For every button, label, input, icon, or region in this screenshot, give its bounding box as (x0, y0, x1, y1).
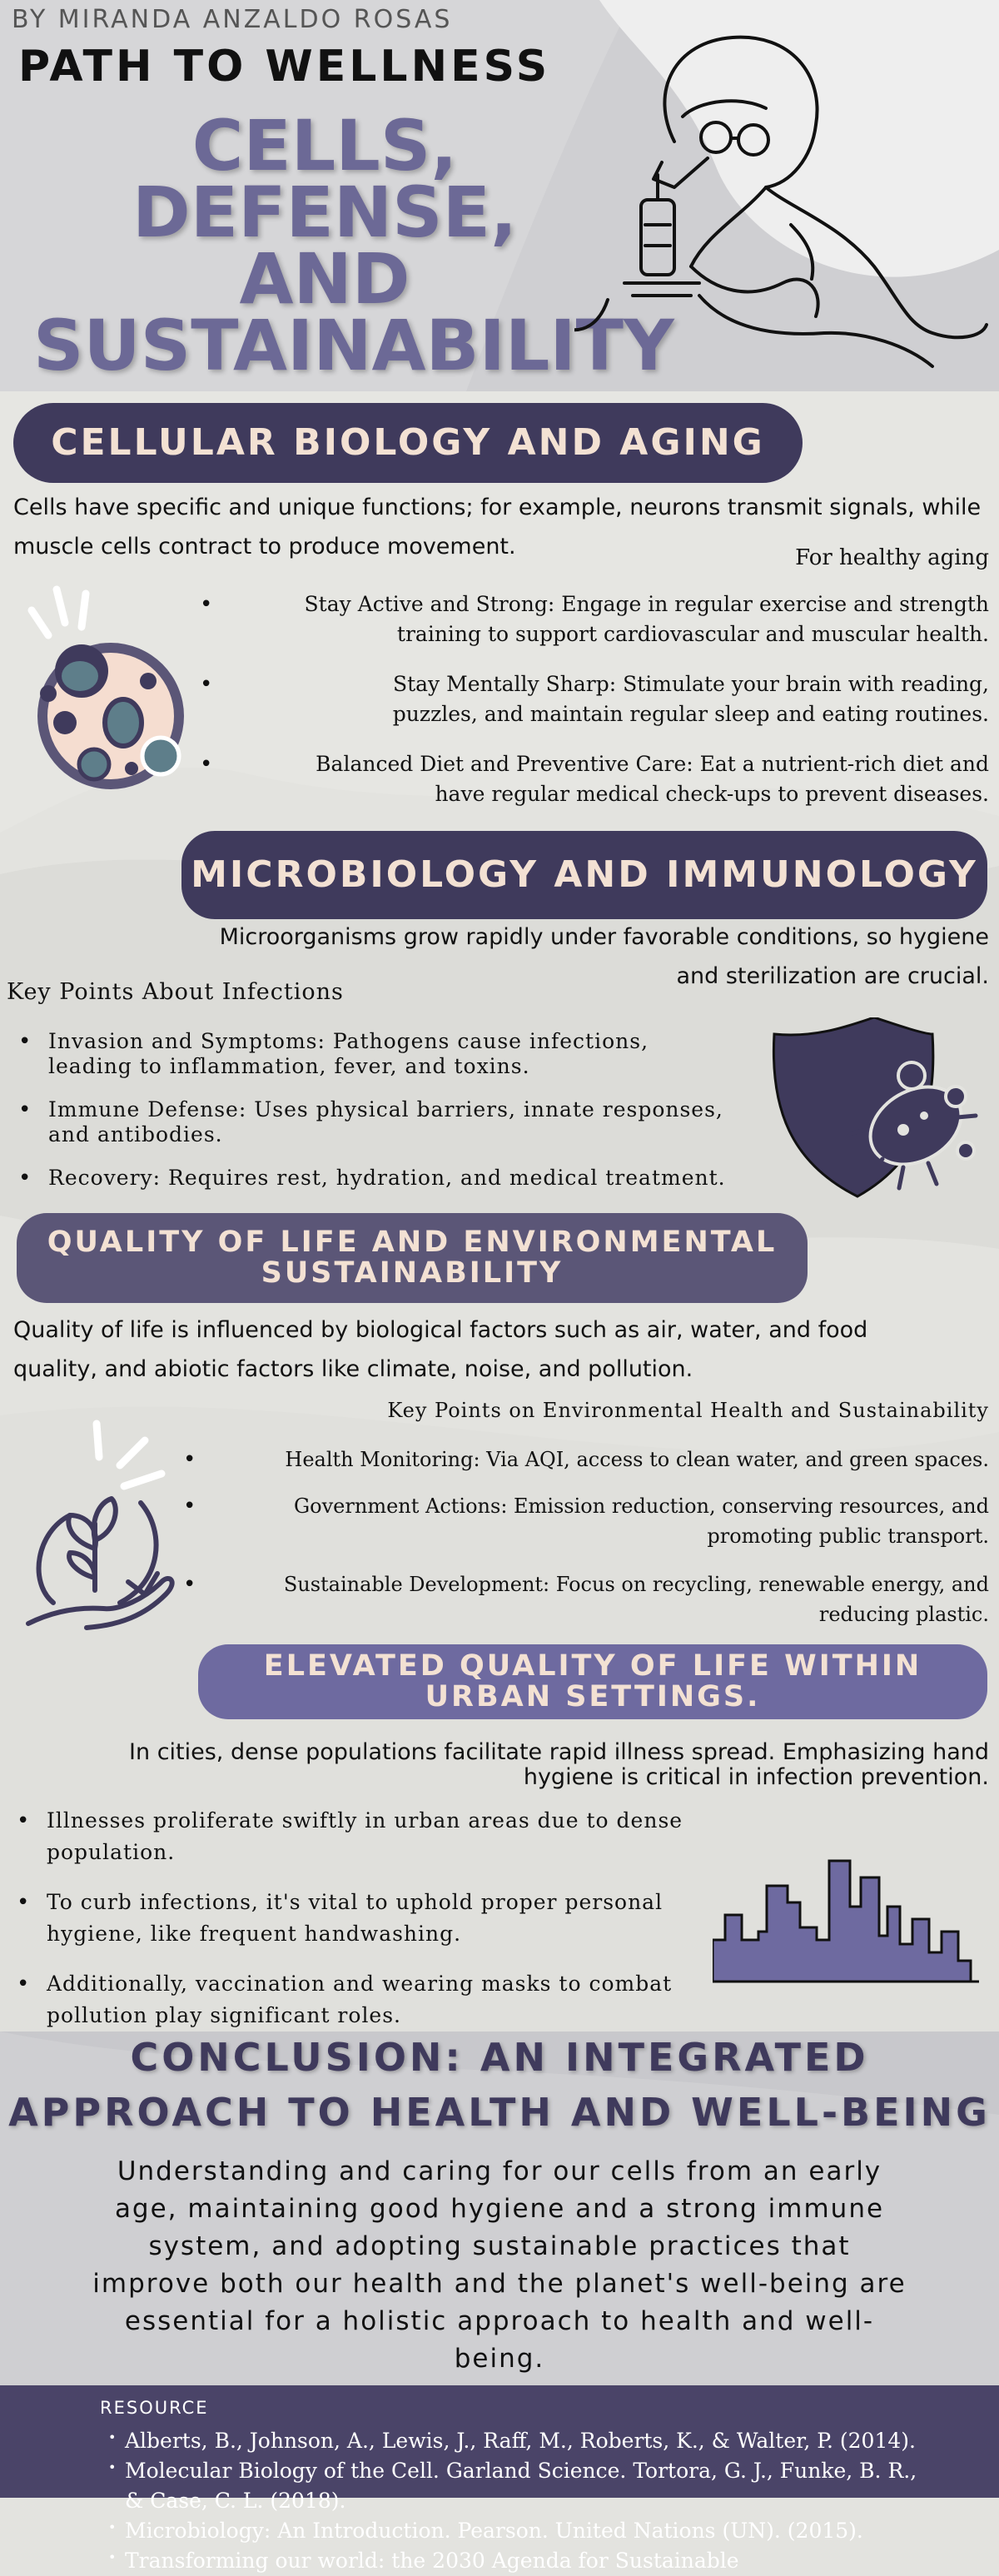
section-heading-text: CELLULAR BIOLOGY AND AGING (51, 420, 765, 464)
conclusion-heading-line: APPROACH TO HEALTH AND WELL-BEING (8, 2090, 991, 2135)
urban-intro (23, 1740, 989, 1790)
list-item: • Immune Defense: Uses physical barriers, innate responses, and antibodies. (18, 1097, 784, 1147)
list-item: • Recovery: Requires rest, hydration, and medical treatment. (18, 1166, 784, 1191)
plant-hand-icon (20, 1415, 186, 1632)
section-heading-quality (17, 1213, 808, 1303)
resource-text: Alberts, B., Johnson, A., Lewis, J., Raff, M., Roberts, K., & Walter, P. (2014). (125, 2429, 916, 2453)
list-item: • Government Actions: Emission reduction, conserving resources, and promoting public transport. (183, 1491, 989, 1551)
list-item-line: Stay Mentally Sharp: Stimulate your brain with reading, (392, 672, 989, 696)
intro-line: muscle cells contract to produce movement. (13, 534, 516, 559)
conclusion-heading-line: CONCLUSION: AN INTEGRATED (130, 2035, 869, 2080)
list-item-line: reducing plastic. (818, 1603, 989, 1626)
list-item-line: training to support cardiovascular and muscular health. (396, 622, 989, 646)
conclusion-line: system, and adopting sustainable practices that (148, 2231, 851, 2261)
cellular-list (200, 589, 989, 809)
section-heading-line: ELEVATED QUALITY OF LIFE WITHIN (263, 1649, 922, 1683)
resources-list (108, 2426, 941, 2576)
resource-text: Microbiology: An Introduction. Pearson. United Nations (UN). (2015). (125, 2519, 863, 2543)
list-item-line: Balanced Diet and Preventive Care: Eat a nutrient-rich diet and (316, 752, 989, 776)
main-title-line: CELLS, DEFENSE, (132, 105, 517, 253)
resources-heading: RESOURCE (100, 2398, 209, 2418)
section-heading-urban (198, 1644, 987, 1719)
section-heading-microbiology (181, 831, 987, 919)
list-item: • Health Monitoring: Via AQI, access to clean water, and green spaces. (183, 1445, 989, 1474)
main-title (33, 105, 674, 386)
list-item-line: and antibodies. (48, 1122, 223, 1146)
section-heading-line: URBAN SETTINGS. (425, 1680, 761, 1713)
list-item-line: have regular medical check-ups to prevent diseases. (435, 782, 989, 806)
resource-item: • Microbiology: An Introduction. Pearson. United Nations (UN). (2015). (108, 2519, 863, 2543)
scientist-microscope-illustration (574, 17, 991, 375)
resource-item: • Molecular Biology of the Cell. Garland Science. Tortora, G. J., Funke, B. R., & Case, C. L. (2018). (108, 2459, 917, 2513)
list-item-line: leading to inflammation, fever, and toxins. (48, 1054, 530, 1078)
list-item: • Invasion and Symptoms: Pathogens cause infections, leading to inflammation, fever, and toxins. (18, 1029, 784, 1079)
intro-line: quality, and abiotic factors like climate, noise, and pollution. (13, 1356, 693, 1382)
city-skyline-icon (713, 1852, 979, 1986)
resource-text: Transforming our world: the 2030 Agenda for Sustainable (125, 2549, 739, 2573)
intro-line: Quality of life is influenced by biological factors such as air, water, and food (13, 1317, 868, 1343)
list-item-line: Government Actions: Emission reduction, conserving resources, and (294, 1494, 989, 1518)
conclusion-line: essential for a holistic approach to health and well- (124, 2306, 875, 2336)
resource-text: Molecular Biology of the Cell. Garland Science. Tortora, G. J., Funke, B. R., & Case, C. L. (2018). (125, 2459, 917, 2513)
list-item-line: To curb infections, it's vital to uphold proper personal (47, 1890, 664, 1914)
resource-item: • Alberts, B., Johnson, A., Lewis, J., Raff, M., Roberts, K., & Walter, P. (2014). (108, 2429, 916, 2453)
intro-line: Microorganisms grow rapidly under favorable conditions, so hygiene (219, 924, 989, 950)
list-item: • Sustainable Development: Focus on recycling, renewable energy, and reducing plastic. (183, 1569, 989, 1629)
conclusion-line: improve both our health and the planet's well-being are (92, 2269, 907, 2299)
series-title: PATH TO WELLNESS (18, 42, 551, 92)
list-item: • Illnesses proliferate swiftly in urban areas due to dense population. (17, 1805, 749, 1868)
list-item: • Balanced Diet and Preventive Care: Eat a nutrient-rich diet and have regular medical check-ups to prevent diseases. (200, 749, 989, 809)
author-byline: BY MIRANDA ANZALDO ROSAS (12, 5, 453, 34)
shield-bacteria-icon (758, 1017, 991, 1201)
cell-illustration (15, 573, 198, 798)
list-item: • Stay Mentally Sharp: Stimulate your brain with reading, puzzles, and maintain regular sleep and eating routines. (200, 669, 989, 729)
conclusion-body (17, 2153, 982, 2378)
quality-intro (13, 1310, 996, 1389)
list-item-line: Health Monitoring: Via AQI, access to clean water, and green spaces. (285, 1448, 989, 1471)
cellular-subheading: For healthy aging (795, 545, 989, 570)
section-heading-line: QUALITY OF LIFE AND ENVIRONMENTAL (47, 1226, 778, 1260)
main-title-line: SUSTAINABILITY (33, 305, 674, 386)
intro-line: Cells have specific and unique functions; for example, neurons transmit signals, while (13, 495, 982, 520)
quality-subheading: Key Points on Environmental Health and Sustainability (387, 1399, 989, 1422)
intro-line: hygiene is critical in infection prevention. (523, 1764, 989, 1790)
conclusion-heading (0, 2030, 999, 2140)
list-item-line: hygiene, like frequent handwashing. (47, 1922, 462, 1946)
urban-list (17, 1805, 749, 2031)
conclusion-line: age, maintaining good hygiene and a strong immune (114, 2194, 885, 2224)
list-item-line: Stay Active and Strong: Engage in regular exercise and strength (304, 592, 989, 616)
quality-list (183, 1445, 989, 1629)
list-item-line: pollution play significant roles. (47, 2003, 402, 2027)
list-item-line: population. (47, 1840, 176, 1864)
section-heading-line: SUSTAINABILITY (261, 1256, 564, 1290)
list-item: • To curb infections, it's vital to uphold proper personal hygiene, like frequent handwashing. (17, 1887, 749, 1950)
section-heading-text: MICROBIOLOGY AND IMMUNOLOGY (191, 853, 978, 896)
main-title-line: AND (239, 238, 410, 320)
intro-line: and sterilization are crucial. (676, 963, 989, 989)
micro-subheading: Key Points About Infections (7, 979, 344, 1005)
conclusion-line: Understanding and caring for our cells from an early (117, 2156, 882, 2186)
list-item-line: puzzles, and maintain regular sleep and eating routines. (392, 702, 989, 726)
micro-list (18, 1029, 784, 1191)
resource-item: • Transforming our world: the 2030 Agenda for Sustainable (108, 2549, 739, 2573)
list-item-line: Invasion and Symptoms: Pathogens cause infections, (48, 1029, 649, 1053)
list-item: • Stay Active and Strong: Engage in regular exercise and strength training to support cardiovascular and muscular health. (200, 589, 989, 649)
list-item-line: Additionally, vaccination and wearing masks to combat (47, 1972, 673, 1996)
list-item-line: Immune Defense: Uses physical barriers, innate responses, (48, 1097, 723, 1121)
list-item: • Additionally, vaccination and wearing masks to combat pollution play significant roles. (17, 1968, 749, 2031)
list-item-line: Sustainable Development: Focus on recycling, renewable energy, and (283, 1573, 989, 1596)
conclusion-line: being. (454, 2344, 545, 2374)
list-item-line: Recovery: Requires rest, hydration, and medical treatment. (48, 1166, 726, 1190)
section-heading-cellular (13, 403, 803, 483)
list-item-line: Illnesses proliferate swiftly in urban areas due to dense (47, 1808, 683, 1833)
intro-line: In cities, dense populations facilitate rapid illness spread. Emphasizing hand (129, 1739, 989, 1765)
list-item-line: promoting public transport. (707, 1524, 989, 1548)
